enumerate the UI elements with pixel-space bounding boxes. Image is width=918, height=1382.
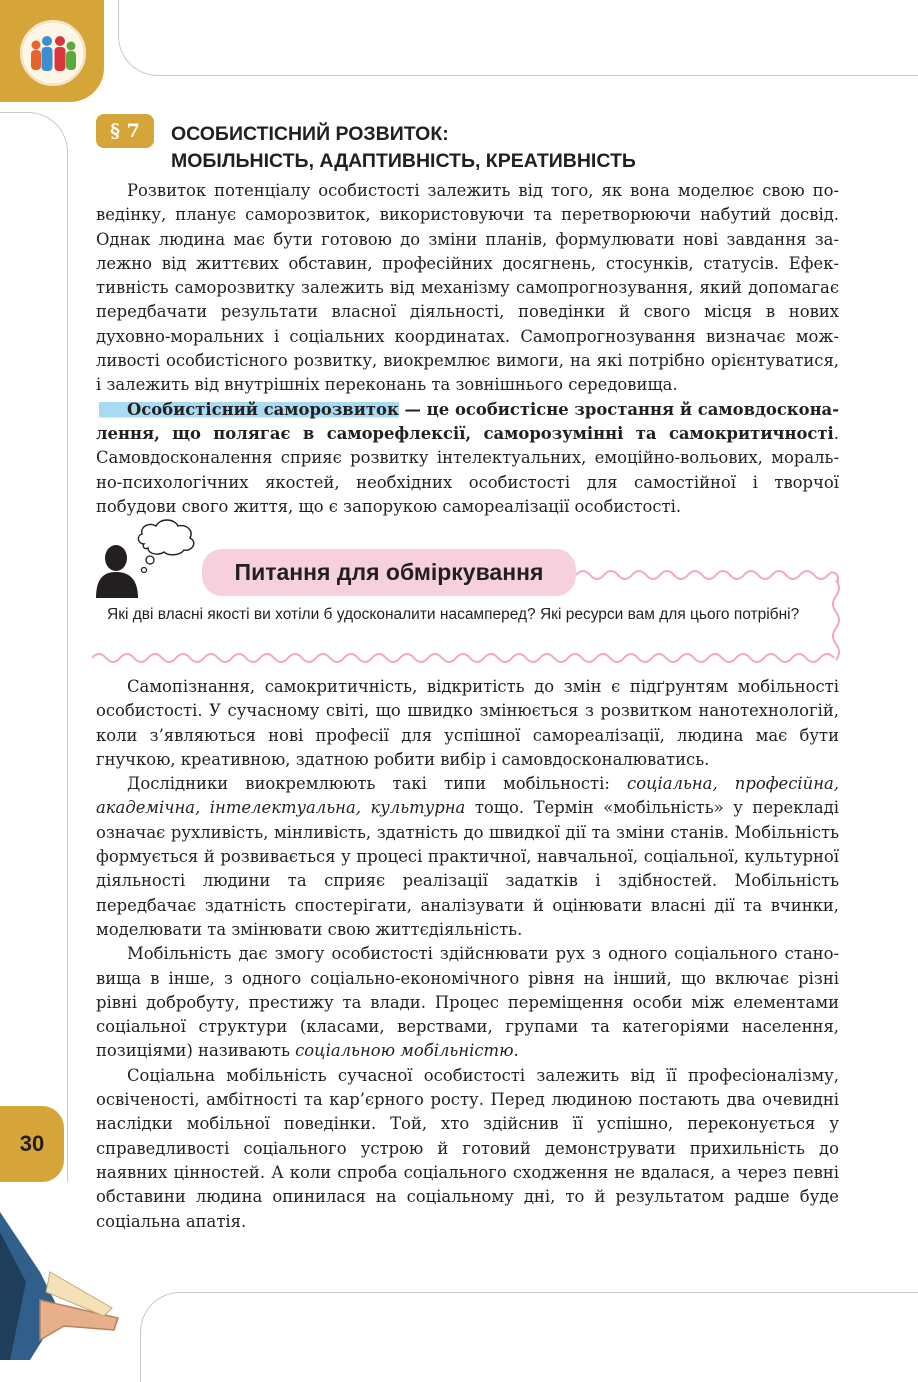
chapter-title-line-1: ОСОБИСТІСНИЙ РОЗВИТОК: bbox=[171, 123, 449, 145]
social-mobility-def-end: . bbox=[513, 1041, 519, 1061]
body-paragraph-3 bbox=[96, 942, 839, 1063]
people-circle-logo bbox=[20, 20, 86, 86]
question-title: Питання для обміркування bbox=[234, 559, 544, 585]
social-mobility-term: соціальною мобільністю bbox=[295, 1041, 514, 1061]
pointing-hand-illustration bbox=[0, 1212, 120, 1360]
intro-paragraph: Розвиток потенціалу особистості залежить від того, як вона моделює свою поведінку, планує саморозвиток, використовуючи та перетворюючи набутий досвід. Однак людина має бути готовою до зміни планів, формулювати нові завдання залежно від життєвих обставин, професійних досягнень, стосунків, статусів. Ефективність саморозвитку залежить від механізму самопрогнозування, який допомагає передбачати результати власної діяльності, поведінки й свого місця в нових духовно-моральних і соціальних координатах. Самопрогнозування визначає можливості особистісного розвитку, виокремлює вимоги, на які потрібно орієнтуватися, і залежить від внутрішніх переконань та зовнішнього середовища. bbox=[96, 181, 839, 395]
page-number-tab bbox=[0, 1106, 64, 1182]
mobility-types-list: соціальна, професійна, академічна, інтелектуальна, культурна bbox=[96, 774, 839, 818]
page-number: 30 bbox=[19, 1131, 45, 1156]
definition-tail: . Самовдосконалення сприяє розвитку інтелектуальних, емоційно-вольових, морально-психологічних якостей, необхідних особистості для самостійної і творчої побудови свого життя, що є запорукою самореалізації особистості. bbox=[96, 423, 839, 516]
frame-bottom-line bbox=[140, 1292, 918, 1382]
mobility-types-rest: тощо. Термін «мобільність» у перекладі означає рухливість, мінливість, здатність до швидкої дії та зміни станів. Мобільність формується й розвивається у процесі практичної, навчальної, соціальної, культурної діяльності людини та сприяє реалізації задатків і здібностей. Мобільність передбачає здатність спостерігати, аналізувати й оцінювати власні дії та вчинки, моделювати та змінювати свою життєдіяльність. bbox=[96, 798, 839, 939]
intro-text bbox=[96, 179, 839, 519]
body-text bbox=[96, 675, 839, 1234]
thinking-person-icon bbox=[94, 516, 206, 598]
paragraph-badge: § 7 bbox=[96, 114, 154, 148]
mobility-types-intro: Дослідники виокремлюють такі типи мобільності: bbox=[127, 774, 628, 794]
social-mobility-def-start: Мобільність дає змогу особистості здійснювати рух з одного соціального становища в інше, з одного соціально-економічного рівня на інший, що включає різні рівні добробуту, престижу та влади. Процес переміщення особи між елементами соціальної структури (класами, верствами, групами та категоріями населення, позиціями) називають bbox=[96, 944, 839, 1061]
definition-paragraph bbox=[96, 398, 839, 519]
frame-top-line bbox=[118, 0, 918, 76]
chapter-title bbox=[171, 121, 871, 175]
definition-rest: — це особистісне зростання й самовдосконалення, що полягає в саморефлексії, саморозумінні та самокритичності bbox=[96, 399, 839, 443]
definition-term: Особистісний саморозвиток bbox=[99, 400, 399, 419]
body-paragraph-2 bbox=[96, 772, 839, 942]
frame-left-line bbox=[0, 112, 68, 1182]
question-title-pill bbox=[202, 549, 576, 596]
question-border-bottom bbox=[92, 650, 837, 666]
body-paragraph-1: Самопізнання, самокритичність, відкритість до змін є підґрунтям мобільності особистості. У сучасному світі, що швидко змінюється з розвитком нанотехнологій, коли з’являються нові професії для успішної самореалізації, людина має бути гнучкою, креативною, здатною робити вибір і самовдосконалюватись. bbox=[96, 677, 839, 769]
question-text: Які дві власні якості ви хотіли б удосконалити насамперед? Які ресурси вам для цього потрібні? bbox=[107, 606, 800, 623]
question-border-top bbox=[576, 563, 842, 585]
chapter-title-line-2: МОБІЛЬНІСТЬ, АДАПТИВНІСТЬ, КРЕАТИВНІСТЬ bbox=[171, 150, 636, 172]
body-paragraph-4: Соціальна мобільність сучасної особистості залежить від її професіоналізму, освіченості, амбітності та кар’єрного росту. Перед людиною постають два очевидні наслідки мобільної поведінки. Той, хто здійснив її успішно, переконується у справедливості соціального устрою й готовий демонструвати прихильність до наявних цінностей. А коли спроба соціального сходження не вдалася, а через певні обставини людина опинилася на соціальному дні, то й результатом радше буде соціальна апатія. bbox=[96, 1065, 839, 1231]
